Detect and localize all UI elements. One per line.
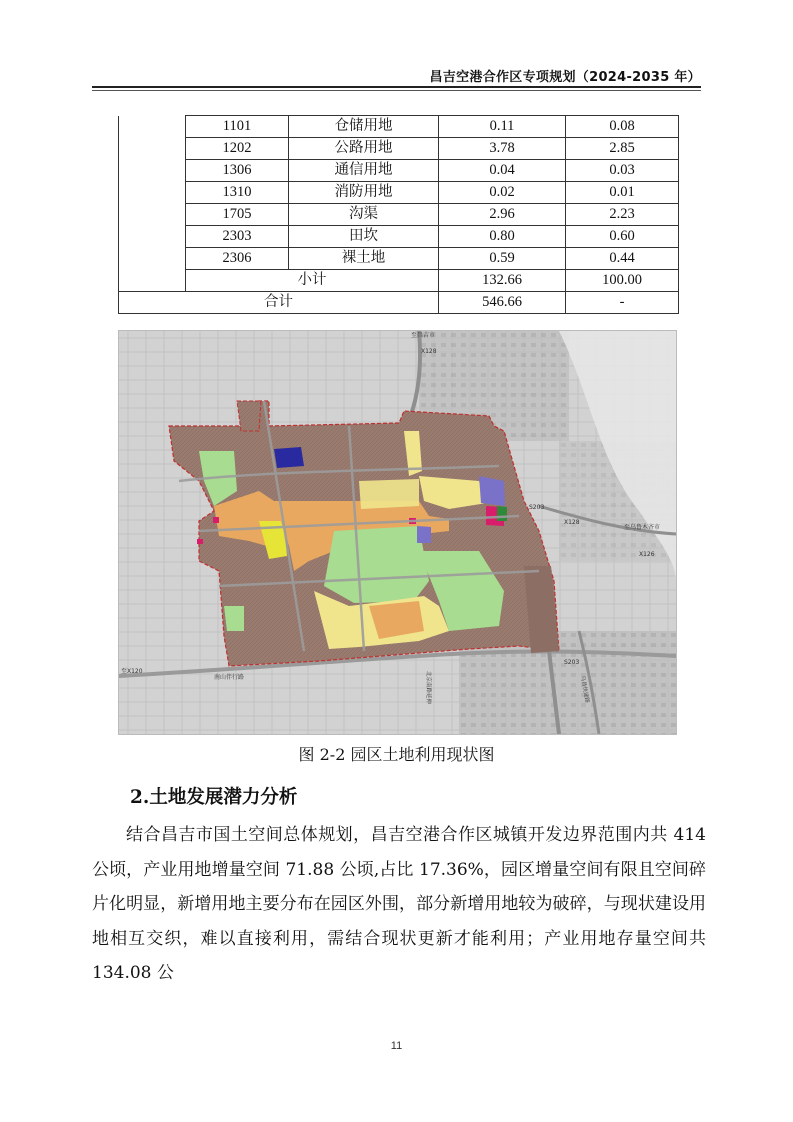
table-cell-pct: 2.23 (566, 204, 679, 226)
parcel-north-spur (237, 401, 261, 431)
table-row (119, 116, 679, 138)
parcel-public-center (417, 526, 431, 543)
header-rule-thin (92, 90, 701, 91)
table-group-cell (119, 270, 186, 292)
table-cell-area: 0.04 (439, 160, 566, 182)
table-total-area: 546.66 (439, 292, 566, 314)
table-subtotal-label: 小计 (186, 270, 439, 292)
table-row (119, 182, 679, 204)
table-cell-pct: 0.08 (566, 116, 679, 138)
map-label-far-right: X126 (639, 551, 655, 558)
table-cell-pct: 0.60 (566, 226, 679, 248)
table-cell-name: 沟渠 (289, 204, 439, 226)
table-cell-name: 消防用地 (289, 182, 439, 204)
table-cell-area: 3.78 (439, 138, 566, 160)
table-cell-area: 0.59 (439, 248, 566, 270)
table-total-pct: - (566, 292, 679, 314)
land-use-map (118, 330, 677, 735)
body-paragraph: 结合昌吉市国土空间总体规划，昌吉空港合作区城镇开发边界范围内共 414 公顷，产业用地增量空间 71.88 公顷,占比 17.36%，园区增量空间有限且空间碎片化明显，新增用地主要分布在园区外围，部分新增用地较为破碎，与现状建设用地相互交织，难以直接利用，需结合现状更新才能利用；产业用地存量空间共 134.08 公 (92, 825, 706, 983)
table-cell-name: 田坎 (289, 226, 439, 248)
table-row (119, 160, 679, 182)
table-cell-area: 0.80 (439, 226, 566, 248)
table-cell-code: 1202 (186, 138, 289, 160)
table-group-cell (119, 182, 186, 204)
table-row-subtotal (119, 270, 679, 292)
table-group-cell (119, 160, 186, 182)
park-parcels (169, 401, 559, 666)
land-use-table (118, 115, 679, 314)
map-label-to-changji: 至昌吉市 (411, 332, 436, 339)
table-cell-name: 通信用地 (289, 160, 439, 182)
table-cell-pct: 0.03 (566, 160, 679, 182)
table-cell-area: 0.11 (439, 116, 566, 138)
map-label-road-s: S203 (529, 504, 545, 511)
table-cell-pct: 2.85 (566, 138, 679, 160)
table-cell-code: 1705 (186, 204, 289, 226)
parcel-magenta-3 (197, 539, 203, 544)
table-cell-name: 裸土地 (289, 248, 439, 270)
parcel-public-north (274, 447, 304, 468)
map-label-expressway: 乌昌快速路 (579, 675, 590, 704)
parcel-darkgreen (497, 506, 507, 521)
parcel-green-center (324, 526, 429, 603)
table-cell-code: 1310 (186, 182, 289, 204)
document-header-title: 昌吉空港合作区专项规划（2024-2035 年） (429, 70, 701, 85)
table-cell-code: 2306 (186, 248, 289, 270)
table-group-cell (119, 116, 186, 138)
map-label-s203-lower: S203 (564, 659, 580, 666)
table-group-cell (119, 138, 186, 160)
map-label-left-road: 南山伴行路 (214, 674, 245, 681)
table-cell-pct: 0.01 (566, 182, 679, 204)
map-label-road-x: X128 (421, 348, 437, 355)
table-cell-area: 0.02 (439, 182, 566, 204)
parcel-residential-center-strip (359, 479, 419, 509)
table-cell-code: 2303 (186, 226, 289, 248)
map-label-south-road: 北京南路延伸 (425, 671, 431, 705)
table-subtotal-area: 132.66 (439, 270, 566, 292)
table-row-total (119, 292, 679, 314)
table-group-cell (119, 226, 186, 248)
table-cell-pct: 0.44 (566, 248, 679, 270)
parcel-green-west-low (224, 606, 244, 631)
table-row (119, 226, 679, 248)
map-label-x120: 至X120 (121, 668, 143, 675)
table-total-label: 合计 (119, 292, 439, 314)
table-row (119, 248, 679, 270)
table-cell-name: 公路用地 (289, 138, 439, 160)
section-heading: 2.土地发展潜力分析 (130, 787, 298, 808)
table-subtotal-pct: 100.00 (566, 270, 679, 292)
parcel-magenta-1 (213, 517, 219, 523)
map-label-right: 至乌鲁木齐市 (624, 524, 661, 531)
table-row (119, 138, 679, 160)
table-cell-area: 2.96 (439, 204, 566, 226)
table-cell-code: 1101 (186, 116, 289, 138)
figure-caption: 图 2-2 园区土地利用现状图 (298, 745, 495, 764)
table-group-cell (119, 248, 186, 270)
table-cell-name: 仓储用地 (289, 116, 439, 138)
parcel-public-east (479, 476, 505, 506)
page-number: 11 (390, 1040, 403, 1052)
table-row (119, 204, 679, 226)
header-rule (92, 86, 701, 88)
table-cell-code: 1306 (186, 160, 289, 182)
map-label-x128: X128 (564, 519, 580, 526)
table-group-cell (119, 204, 186, 226)
